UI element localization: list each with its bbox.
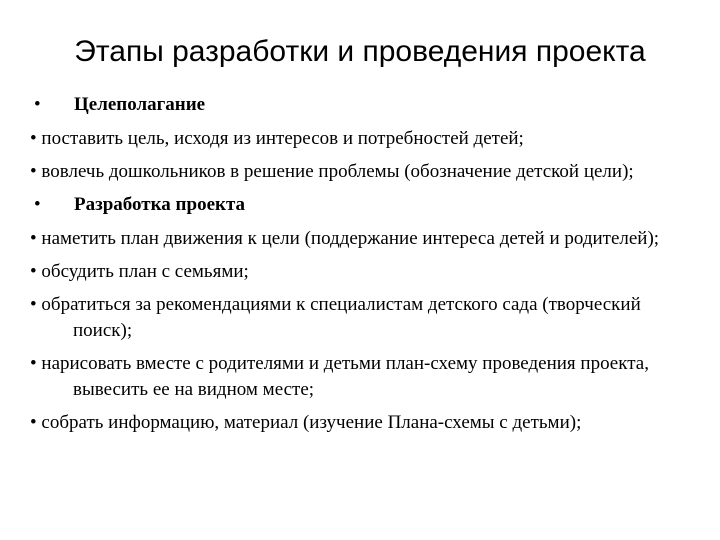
list-item [30,226,700,252]
slide-title: Этапы разработки и проведения проекта [74,35,646,68]
list-item-text: обсудить план с семьями; [41,261,249,282]
bullet-marker: • [34,194,41,215]
bullet-marker: • [30,161,37,182]
content-list [30,90,700,443]
list-item [30,292,700,344]
list-item-text: поставить цель, исходя из интересов и потребностей детей; [41,128,524,149]
list-item-text: вовлечь дошкольников в решение проблемы (обозначение детской цели); [41,161,634,182]
list-item-text: собрать информацию, материал (изучение Плана-схемы с детьми); [41,412,582,433]
list-item [30,259,700,285]
bullet-marker: • [30,412,37,433]
bullet-marker: • [34,94,41,115]
list-item-text: нарисовать вместе с родителями и детьми план-схему проведения проекта, вывесить ее на видном месте; [41,353,649,400]
list-item [30,126,700,152]
list-item [30,351,700,403]
section-heading-text: Разработка проекта [74,194,246,215]
section-heading [30,192,700,218]
list-item [30,159,700,185]
list-item-text: наметить план движения к цели (поддержание интереса детей и родителей); [41,228,660,249]
bullet-marker: • [30,353,37,374]
bullet-marker: • [30,228,37,249]
list-item-text: обратиться за рекомендациями к специалистам детского сада (творческий поиск); [41,294,641,341]
bullet-marker: • [30,261,37,282]
section-heading [30,92,700,118]
bullet-marker: • [30,128,37,149]
bullet-marker: • [30,294,37,315]
section-heading-text: Целеполагание [74,94,206,115]
list-item [30,410,700,436]
